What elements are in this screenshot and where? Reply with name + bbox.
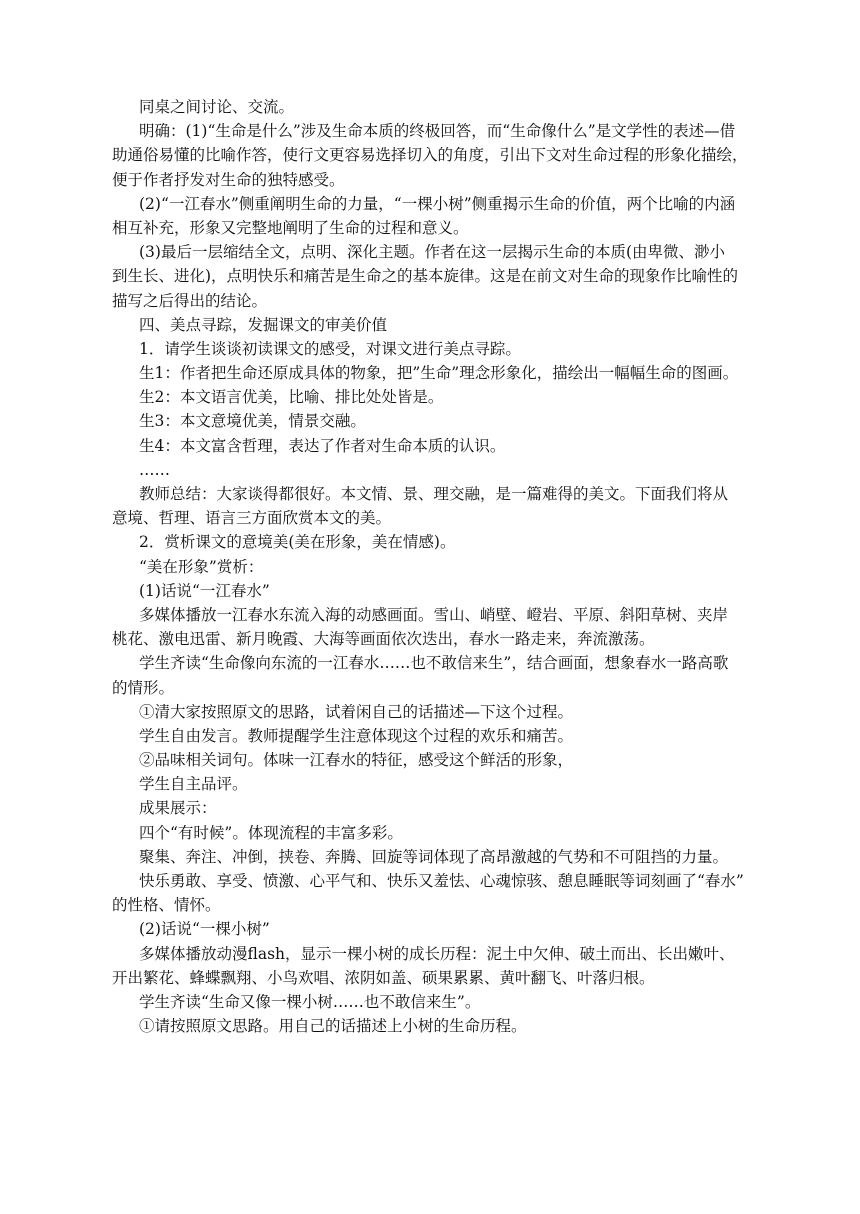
document-body: [112, 95, 768, 1038]
text-line: 明确：(1)“生命是什么”涉及生命本质的终极回答，而“生命像什么”是文学性的表述—借: [139, 122, 736, 141]
text-line: 描写之后得出的结论。: [112, 291, 268, 310]
text-line: 聚集、奔注、冲倒，挟卷、奔腾、回旋等词体现了高昂激越的气势和不可阻挡的力量。: [139, 847, 729, 866]
text-line: ①清大家按照原文的思路，试着闲自己的话描述—下这个过程。: [139, 702, 574, 721]
text-line: 1．请学生谈谈初读课文的感受，对课文进行美点寻踪。: [139, 339, 521, 358]
text-line: 同桌之间讨论、交流。: [139, 98, 295, 116]
text-line: 学生自由发言。教师提醒学生注意体现这个过程的欢乐和痛苦。: [139, 726, 574, 745]
text-line: 相互补充，形象又完整地阐明了生命的过程和意义。: [112, 218, 469, 237]
text-line: 多媒体播放动漫flash，显示一棵小树的成长历程：泥土中欠伸、破土而出、长出嫩叶、: [139, 944, 735, 963]
text-line: (2)话说“一棵小树”: [139, 920, 270, 939]
text-line: (1)话说“一江春水”: [139, 581, 270, 600]
text-line: 生2：本文语言优美，比喻、排比处处皆是。: [139, 388, 444, 407]
text-line: 学生自主品评。: [139, 775, 248, 794]
text-line: 意境、哲理、语言三方面欣赏本文的美。: [112, 509, 392, 528]
text-line: 多媒体播放一江春水东流入海的动感画面。雪山、峭壁、嶝岩、平原、斜阳草树、夹岸: [139, 605, 729, 624]
text-line: 生3：本文意境优美，情景交融。: [139, 412, 366, 431]
text-line: 到生长、进化)，点明快乐和痛苦是生命之的基本旋律。这是在前文对生命的现象作比喻性的: [112, 267, 739, 286]
text-line: 学生齐读“生命像向东流的一江春水……也不敢信来生”，结合画面，想象春水一路高歌: [139, 654, 729, 673]
text-line: 学生齐读“生命又像一棵小树……也不敢信来生”。: [139, 992, 481, 1011]
text-line: 生4：本文富含哲理，表达了作者对生命本质的认识。: [139, 436, 506, 455]
text-line: (2)“一江春水”侧重阐明生命的力量，“一棵小树”侧重揭示生命的价值，两个比喻的内涵: [139, 194, 736, 213]
text-line: 桃花、激电迅雷、新月晚霞、大海等画面依次迭出，春水一路走来，奔流激荡。: [112, 630, 655, 649]
text-line: ②品味相关词句。体味一江春水的特征，感受这个鲜活的形象，: [139, 751, 574, 770]
text-line: ……: [139, 460, 170, 479]
text-line: 生1：作者把生命还原成具体的物象，把”生命”理念形象化，描绘出一幅幅生命的图画。: [139, 364, 739, 383]
text-line: 便于作者抒发对生命的独特感受。: [112, 170, 345, 189]
text-line: 四个“有时候”。体现流程的丰富多彩。: [139, 823, 403, 842]
text-line: 2．赏析课文的意境美(美在形象，美在情感)。: [139, 533, 456, 552]
text-line: 快乐勇敢、享受、愤激、心平气和、快乐又羞怯、心魂惊骇、憩息睡眠等词刻画了“春水”: [139, 872, 744, 890]
text-line: 成果展示：: [139, 799, 217, 818]
text-line: 开出繁花、蜂蝶飘翔、小鸟欢唱、浓阴如盖、硕果累累、黄叶翻飞、叶落归根。: [112, 968, 655, 987]
text-line: 四、美点寻踪，发掘课文的审美价值: [139, 315, 388, 334]
text-line: (3)最后一层缩结全文，点明、深化主题。作者在这一层揭示生命的本质(由卑微、渺小: [139, 243, 726, 262]
text-line: ①请按照原文思路。用自己的话描述上小树的生命历程。: [139, 1017, 527, 1036]
text-line: 的性格、情怀。: [112, 896, 221, 915]
text-line: 的情形。: [112, 678, 175, 697]
text-line: 教师总结：大家谈得都很好。本文情、景、理交融，是一篇难得的美文。下面我们将从: [139, 485, 729, 503]
text-line: 助通俗易懂的比喻作答，使行文更容易选择切入的角度，引出下文对生命过程的形象化描绘，: [112, 146, 748, 165]
text-line: “美在形象”赏析：: [139, 557, 264, 576]
